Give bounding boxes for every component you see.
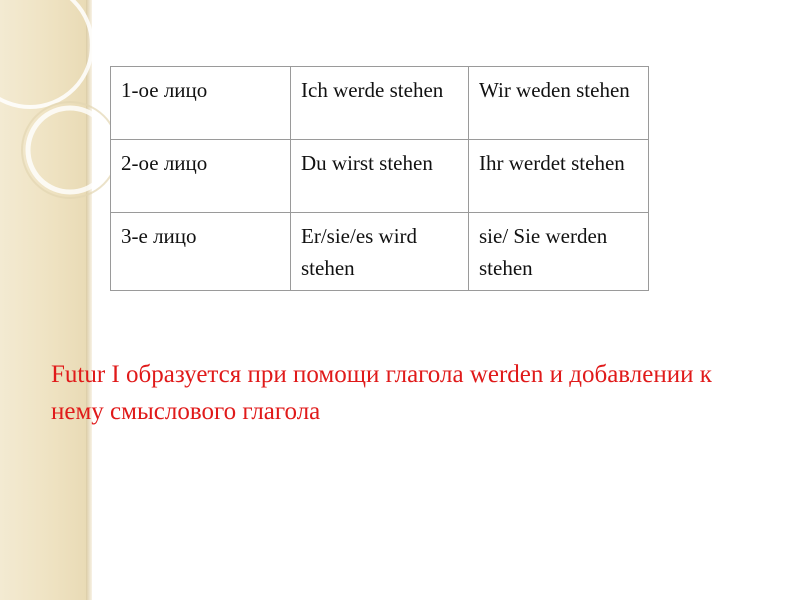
side-decoration-edge [86, 0, 92, 600]
singular-form-cell: Ich werde stehen [291, 67, 469, 140]
conjugation-table [110, 66, 649, 291]
table-row [111, 140, 649, 213]
table-row [111, 213, 649, 291]
singular-form-cell: Er/sie/es wird stehen [291, 213, 469, 291]
side-decoration-band [0, 0, 86, 600]
plural-form-cell: Wir weden stehen [469, 67, 649, 140]
conjugation-table-container [110, 66, 648, 291]
table-row [111, 67, 649, 140]
plural-form-cell: Ihr werdet stehen [469, 140, 649, 213]
person-cell: 3-е лицо [111, 213, 291, 291]
person-cell: 1-ое лицо [111, 67, 291, 140]
plural-form-cell: sie/ Sie werden stehen [469, 213, 649, 291]
grammar-note: Futur I образуется при помощи глагола werden и добавлении к нему смыслового глагола [51, 361, 712, 425]
person-cell: 2-ое лицо [111, 140, 291, 213]
singular-form-cell: Du wirst stehen [291, 140, 469, 213]
